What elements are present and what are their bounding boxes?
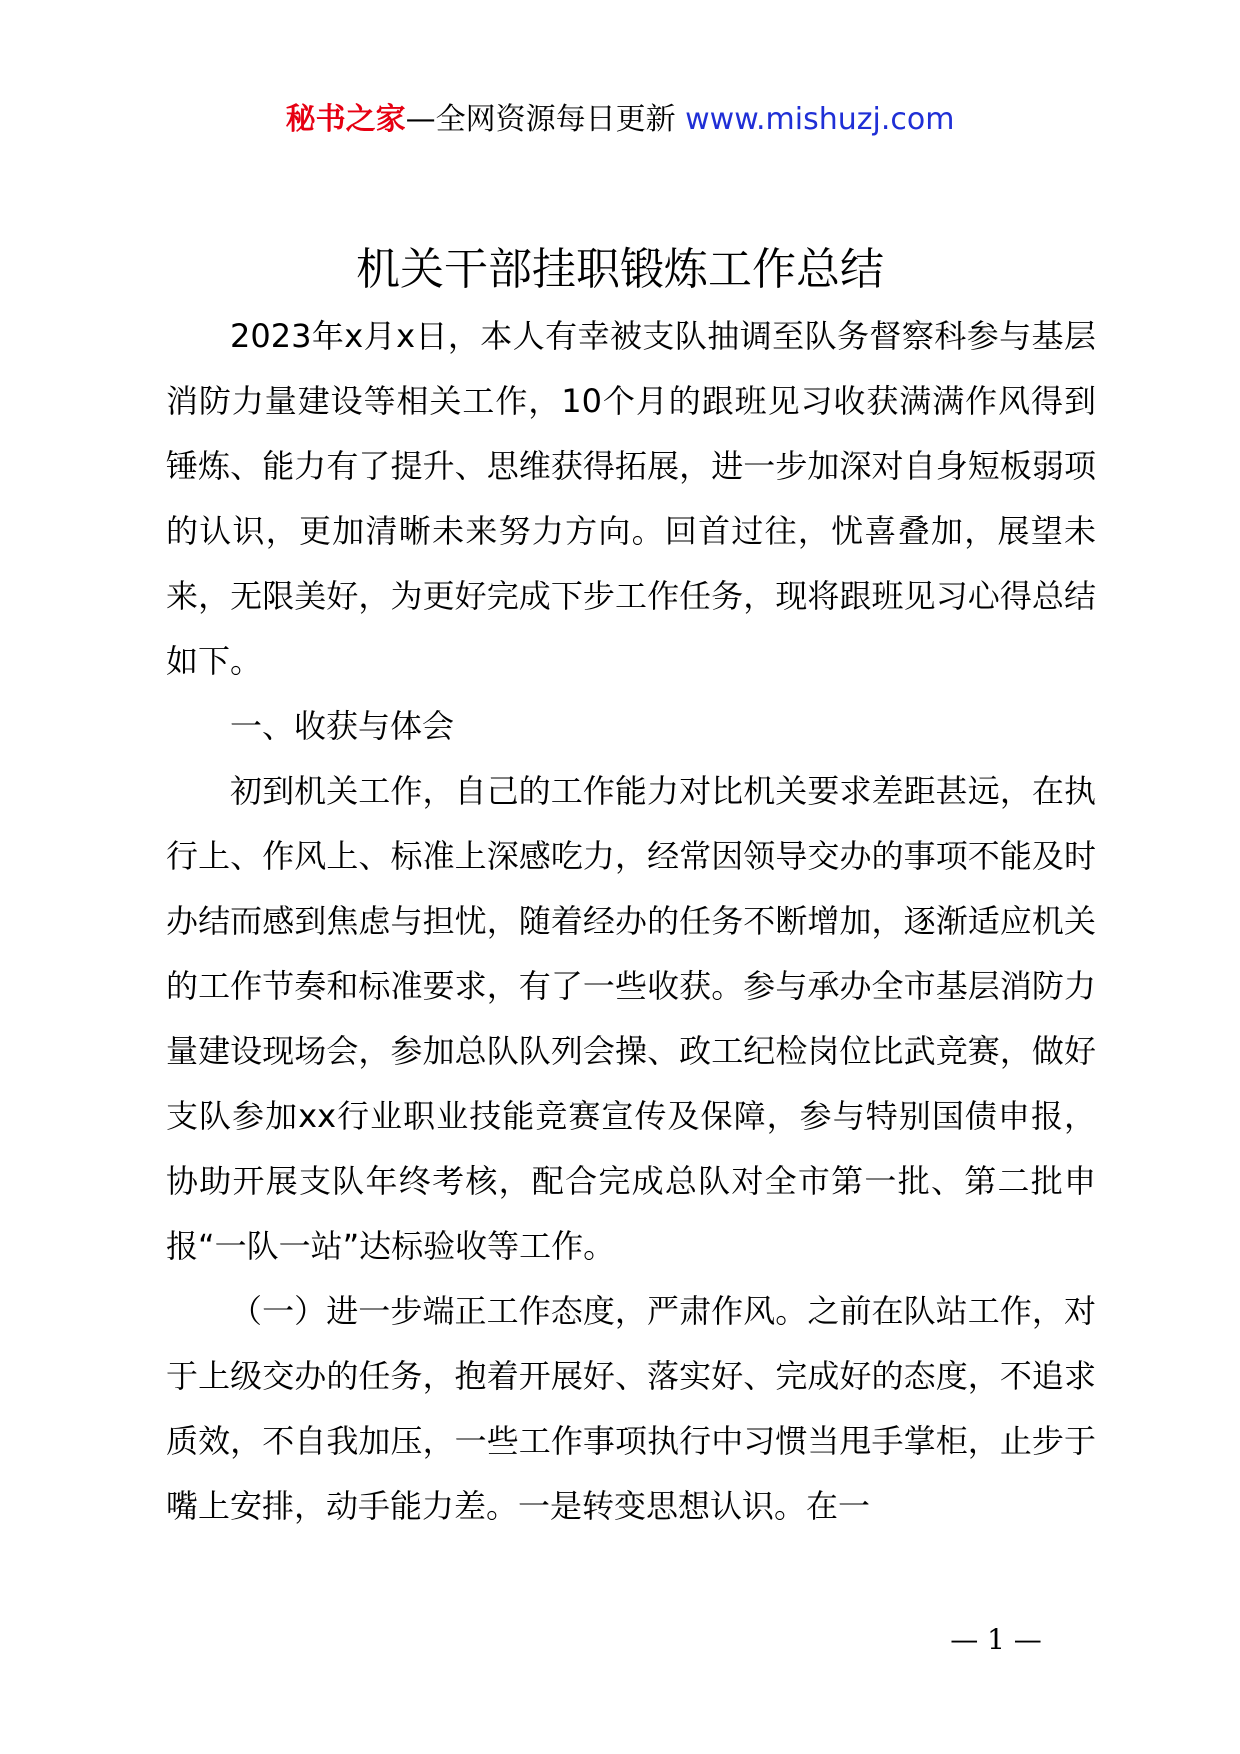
brand-name: 秘书之家 bbox=[285, 102, 406, 137]
document-title: 机关干部挂职锻炼工作总结 bbox=[356, 244, 884, 295]
intro-paragraph: 2023年x月x日，本人有幸被支队抽调至队务督察科参与基层消防力量建设等相关工作，10个月的跟班见习收获满满作风得到锤炼、能力有了提升、思维获得拓展，进一步加深对自身短板弱项的认识，更加清晰未来努力方向。回首过往，忧喜叠加，展望未来，无限美好，为更好完成下步工作任务，现将跟班见习心得总结如下。 bbox=[166, 317, 1096, 680]
site-url-link[interactable]: www.mishuzj.com bbox=[685, 102, 955, 137]
body-paragraph: 初到机关工作，自己的工作能力对比机关要求差距甚远，在执行上、作风上、标准上深感吃力，经常因领导交办的事项不能及时办结而感到焦虑与担忧，随着经办的任务不断增加，逐渐适应机关的工作节奏和标准要求，有了一些收获。参与承办全市基层消防力量建设现场会，参加总队队列会操、政工纪检岗位比武竞赛，做好支队参加xx行业职业技能竞赛宣传及保障，参与特别国债申报，协助开展支队年终考核，配合完成总队对全市第一批、第二批申报“一队一站”达标验收等工作。 bbox=[166, 772, 1096, 1265]
subsection-paragraph: （一）进一步端正工作态度，严肃作风。之前在队站工作，对于上级交办的任务，抱着开展好、落实好、完成好的态度，不追求质效，不自我加压，一些工作事项执行中习惯当甩手掌柜，止步于嘴上安排，动手能力差。一是转变思想认识。在一 bbox=[166, 1292, 1096, 1525]
page-number: — 1 — bbox=[950, 1623, 1042, 1656]
section-heading: 一、收获与体会 bbox=[230, 707, 455, 745]
document-body bbox=[166, 304, 1096, 1539]
header-tagline: —全网资源每日更新 bbox=[405, 102, 686, 137]
site-header bbox=[0, 100, 1240, 140]
